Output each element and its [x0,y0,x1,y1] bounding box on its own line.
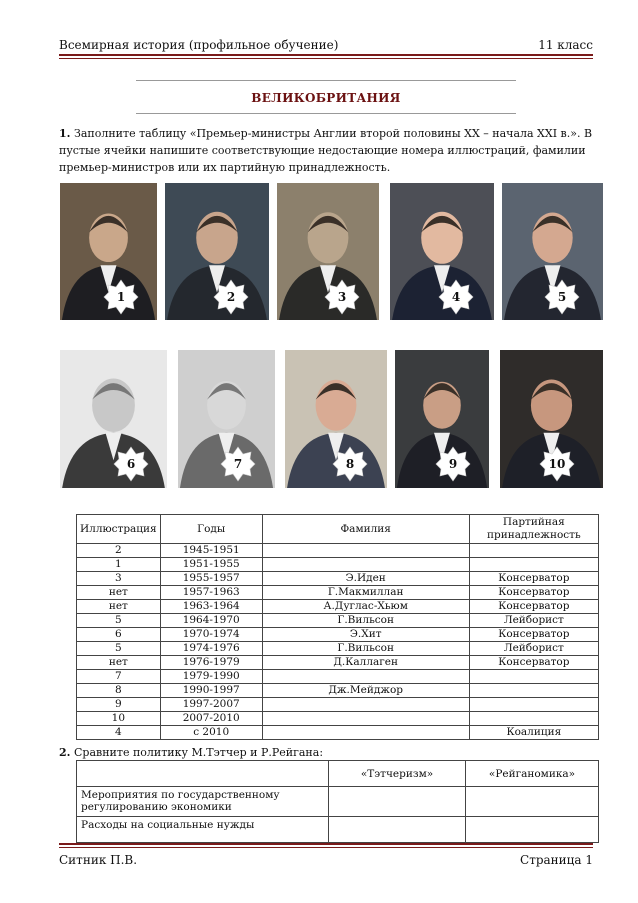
col-thatcherism: «Тэтчеризм» [329,761,466,787]
table-row [77,656,599,670]
comparison-row [77,817,599,843]
header-rule [59,54,593,56]
table-row [77,572,599,586]
illustration-number: 4 [451,290,461,304]
cell-years: 1974-1976 [160,642,262,656]
cell-years: 1970-1974 [160,628,262,642]
table-row [77,712,599,726]
footer-rule [59,843,593,845]
header-grade: 11 класс [538,38,593,52]
illustration-number: 3 [337,290,347,304]
answer-cell[interactable] [466,787,599,817]
cell-illustration: 9 [77,698,161,712]
illustration-number: 2 [226,290,236,304]
illustration-number-badge [113,446,149,482]
title-rule-bottom [136,113,516,114]
header-rule-thin [59,58,593,59]
illustration-number-badge [544,279,580,315]
task-2-number: 2. [59,746,71,759]
cell-party[interactable] [469,698,598,712]
col-reaganomics: «Рейганомика» [466,761,599,787]
col-illustration: Иллюстрация [77,515,161,544]
table-row [77,684,599,698]
table-row [77,558,599,572]
cell-years: 1990-1997 [160,684,262,698]
illustration-number-badge [438,279,474,315]
pm-table-header-row [77,515,599,544]
cell-party: Консерватор [469,656,598,670]
cell-years: 1964-1970 [160,614,262,628]
cell-surname: Г.Вильсон [262,614,469,628]
answer-cell[interactable] [466,817,599,843]
cell-illustration: 3 [77,572,161,586]
cell-party[interactable] [469,670,598,684]
table-row [77,628,599,642]
page-title: ВЕЛИКОБРИТАНИЯ [251,91,401,105]
cell-party: Консерватор [469,586,598,600]
cell-party: Консерватор [469,572,598,586]
illustration-number-badge [539,446,575,482]
cell-years: 1945-1951 [160,544,262,558]
illustration-number-badge [435,446,471,482]
illustration-number: 6 [126,457,136,471]
cell-surname[interactable] [262,698,469,712]
comparison-row [77,787,599,817]
cell-years: 1955-1957 [160,572,262,586]
table-row [77,642,599,656]
illustration-number-badge [220,446,256,482]
comparison-table [76,760,599,843]
page-header [59,38,593,52]
cell-party[interactable] [469,684,598,698]
cell-years: 1963-1964 [160,600,262,614]
cell-surname[interactable] [262,544,469,558]
footer-author: Ситник П.В. [59,853,138,867]
cell-surname[interactable] [262,558,469,572]
cell-illustration: 1 [77,558,161,572]
cell-party[interactable] [469,712,598,726]
illustration-number: 5 [557,290,567,304]
comparison-corner-cell [77,761,329,787]
cell-illustration: 7 [77,670,161,684]
footer-page: Страница 1 [520,853,593,867]
task-1 [59,125,594,176]
cell-illustration: 10 [77,712,161,726]
illustration-number: 8 [345,457,355,471]
illustration-number: 10 [548,457,566,471]
illustration-number: 9 [448,457,458,471]
pm-table [76,514,599,740]
table-row [77,614,599,628]
cell-years: 2007-2010 [160,712,262,726]
comparison-header-row [77,761,599,787]
cell-surname: Г.Макмиллан [262,586,469,600]
answer-cell[interactable] [329,817,466,843]
cell-surname: Э.Иден [262,572,469,586]
row-label-regulation: Мероприятия по государственному регулированию экономики [77,787,329,817]
task-2 [59,746,323,759]
cell-party: Коалиция [469,726,598,740]
row-label-social: Расходы на социальные нужды [77,817,329,843]
page-footer [59,853,593,867]
cell-years: 1997-2007 [160,698,262,712]
table-row [77,544,599,558]
table-row [77,698,599,712]
table-row [77,586,599,600]
cell-illustration: 5 [77,614,161,628]
cell-surname: Э.Хит [262,628,469,642]
cell-illustration: нет [77,586,161,600]
col-surname: Фамилия [262,515,469,544]
cell-illustration: 2 [77,544,161,558]
title-rule-top [136,80,516,81]
cell-years: 1979-1990 [160,670,262,684]
task-2-text: Сравните политику М.Тэтчер и Р.Рейгана: [73,746,324,759]
cell-surname[interactable] [262,712,469,726]
table-row [77,726,599,740]
illustration-number-badge [103,279,139,315]
cell-surname[interactable] [262,726,469,740]
cell-party[interactable] [469,544,598,558]
illustration-number-badge [332,446,368,482]
illustration-number-badge [213,279,249,315]
answer-cell[interactable] [329,787,466,817]
cell-illustration: 4 [77,726,161,740]
cell-illustration: нет [77,656,161,670]
cell-surname[interactable] [262,670,469,684]
footer-rule-thin [59,847,593,848]
cell-years: 1976-1979 [160,656,262,670]
cell-years: с 2010 [160,726,262,740]
cell-years: 1951-1955 [160,558,262,572]
task-1-text: Заполните таблицу «Премьер-министры Англии второй половины ХХ – начала ХХI в.». В пустые ячейки напишите соответствующие недостающие номера иллюстраций, фамилии премьер-министров или их партийную принадлежность. [59,127,593,174]
table-row [77,670,599,684]
cell-illustration: 6 [77,628,161,642]
cell-illustration: нет [77,600,161,614]
illustration-number-badge [324,279,360,315]
illustration-number: 1 [116,290,126,304]
task-1-number: 1. [59,127,71,140]
cell-party: Лейборист [469,614,598,628]
cell-surname: Д.Каллаген [262,656,469,670]
col-years: Годы [160,515,262,544]
cell-illustration: 5 [77,642,161,656]
cell-party: Лейборист [469,642,598,656]
cell-surname: Дж.Мейджор [262,684,469,698]
cell-party[interactable] [469,558,598,572]
cell-party: Консерватор [469,600,598,614]
illustration-number: 7 [233,457,243,471]
cell-years: 1957-1963 [160,586,262,600]
table-row [77,600,599,614]
header-subject: Всемирная история (профильное обучение) [59,38,339,52]
cell-surname: А.Дуглас-Хьюм [262,600,469,614]
cell-party: Консерватор [469,628,598,642]
col-party: Партийная принадлежность [469,515,598,544]
cell-surname: Г.Вильсон [262,642,469,656]
cell-illustration: 8 [77,684,161,698]
